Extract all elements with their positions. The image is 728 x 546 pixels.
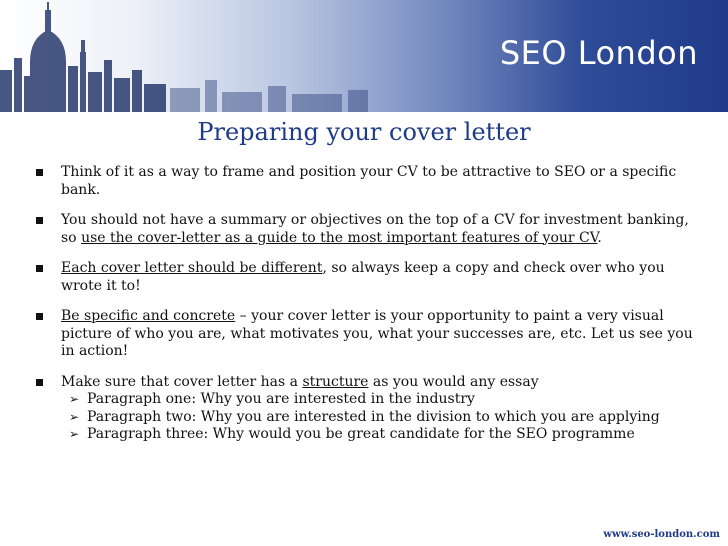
brand-logo-text: SEO London — [499, 34, 698, 72]
arrow-bullet-icon: ➢ — [69, 427, 80, 441]
text-segment: as you would any essay — [368, 373, 539, 390]
bullet-text — [61, 374, 706, 392]
text-segment: Think of it as a way to frame and position your CV to be attractive to SEO or a specific bank. — [61, 164, 677, 198]
sub-list-item-text: Paragraph three: Why would you be great candidate for the SEO programme — [87, 426, 635, 442]
sub-list-item — [61, 426, 706, 444]
bullet-text — [61, 260, 706, 295]
bullet-item — [36, 212, 706, 247]
sub-list-item-text: Paragraph two: Why you are interested in the division to which you are applying — [87, 408, 660, 425]
emphasized-text: structure — [302, 373, 369, 390]
arrow-bullet-icon: ➢ — [69, 409, 80, 424]
emphasized-text: Be specific and concrete — [61, 308, 236, 324]
emphasized-text: Each cover letter should be different — [61, 260, 323, 276]
slide-title: Preparing your cover letter — [197, 118, 531, 146]
bullet-list — [36, 164, 706, 457]
text-segment: , so always keep a copy and check over who you wrote it to! — [61, 260, 665, 294]
text-segment: . — [597, 229, 602, 246]
arrow-bullet-icon: ➢ — [69, 392, 80, 406]
sub-list-item-text: Paragraph one: Why you are interested in the industry — [87, 391, 475, 407]
square-bullet-icon — [36, 265, 43, 272]
text-segment: You should not have a summary or objectives on the top of a CV for investment banking, so — [61, 212, 689, 246]
square-bullet-icon — [36, 217, 43, 224]
sub-list-item — [61, 409, 706, 427]
bullet-text — [61, 212, 706, 247]
sub-list-item — [61, 391, 706, 409]
bullet-item — [36, 164, 706, 199]
square-bullet-icon — [36, 169, 43, 176]
text-segment: Make sure that cover letter has a — [61, 373, 303, 390]
text-segment: – your cover letter is your opportunity to paint a very visual picture of who you are, what motivates you, what your successes are, etc. Let us see you in action! — [61, 308, 693, 359]
bullet-item — [36, 374, 706, 444]
sub-list — [61, 391, 706, 444]
footer-url: www.seo-london.com — [603, 529, 720, 540]
bullet-text — [61, 308, 706, 361]
bullet-item — [36, 308, 706, 361]
square-bullet-icon — [36, 379, 43, 386]
square-bullet-icon — [36, 313, 43, 320]
header-banner — [0, 0, 728, 112]
bullet-text — [61, 164, 706, 199]
emphasized-text: use the cover-letter as a guide to the most important features of your CV — [81, 229, 598, 246]
bullet-item — [36, 260, 706, 295]
